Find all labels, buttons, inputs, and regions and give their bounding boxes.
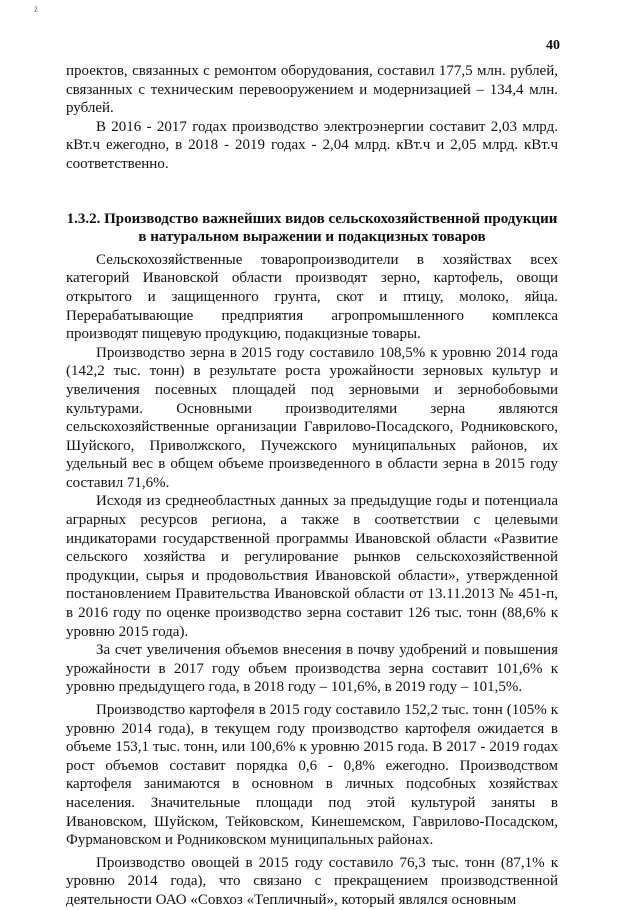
paragraph: Производство овощей в 2015 году составило 76,3 тыс. тонн (87,1% к уровню 2014 года), что связано с прекращением производственной деятельности ОАО «Совхоз «Тепличный», который являлся основным bbox=[66, 854, 558, 908]
paragraph-continued: проектов, связанных с ремонтом оборудования, составил 177,5 млн. рублей, связанных с техническим перевооружением и модернизацией – 134,4 млн. рублей. bbox=[66, 63, 558, 117]
scan-mark: ź bbox=[34, 4, 38, 14]
page-number: 40 bbox=[546, 38, 560, 53]
paragraph: Исходя из среднеобластных данных за предыдущие годы и потенциала аграрных ресурсов региона, а также в соответствии с целевыми индикаторами государственной программы Ивановской области «Развитие сельского хозяйства и регулирование рынков сельскохозяйственной продукции, сырья и продовольствия Ивановской области», утвержденной постановлением Правительства Ивановской области от 13.11.2013 № 451-п, в 2016 году по оценке производство зерна составит 126 тыс. тонн (88,6% к уровню 2015 года). bbox=[66, 493, 558, 640]
paragraph: За счет увеличения объемов внесения в почву удобрений и повышения урожайности в 2017 году объем производства зерна составит 101,6% к уровню предыдущего года, в 2018 году – 101,6%, в 2019 году – 101,5%. bbox=[66, 642, 558, 696]
paragraph-electricity: В 2016 - 2017 годах производство электроэнергии составит 2,03 млрд. кВт.ч ежегодно, в 2018 - 2019 годах - 2,04 млрд. кВт.ч и 2,05 млрд. кВт.ч соответственно. bbox=[66, 118, 558, 172]
paragraph: Сельскохозяйственные товаропроизводители в хозяйствах всех категорий Ивановской области производят зерно, картофель, овощи открытого и защищенного грунта, скот и птицу, молоко, яйца. Перерабатывающие предприятия агропромышленного комплекса производят пищевую продукцию, подакцизные товары. bbox=[66, 251, 558, 343]
paragraph: Производство картофеля в 2015 году составило 152,2 тыс. тонн (105% к уровню 2014 года), в текущем году производство картофеля ожидается в объеме 153,1 тыс. тонн, или 100,6% к уровню 2015 года. В 2017 - 2019 годах рост объемов составит порядка 0,6 - 0,8% ежегодно. Производством картофеля занимаются в основном в личных подсобных хозяйствах населения. Значительные площади под этой культурой заняты в Ивановском, Шуйском, Тейковском, Кинешемском, Гаврилово-Посадском, Фурмановском и Родниковском муниципальных районах. bbox=[66, 702, 558, 849]
section-heading: 1.3.2. Производство важнейших видов сельскохозяйственной продукции в натуральном выражении и подакцизных товаров bbox=[66, 210, 558, 246]
paragraph: Производство зерна в 2015 году составило 108,5% к уровню 2014 года (142,2 тыс. тонн) в результате роста урожайности зерновых культур и увеличения посевных площадей под зерновыми и зернобобовыми культурами. Основными производителями зерна являются сельскохозяйственные организации Гаврилово-Посадского, Родниковского, Шуйского, Приволжского, Пучежского муниципальных районов, их удельный вес в общем объеме произведенного в области зерна в 2015 году составил 71,6%. bbox=[66, 344, 558, 491]
page-body bbox=[66, 62, 558, 910]
